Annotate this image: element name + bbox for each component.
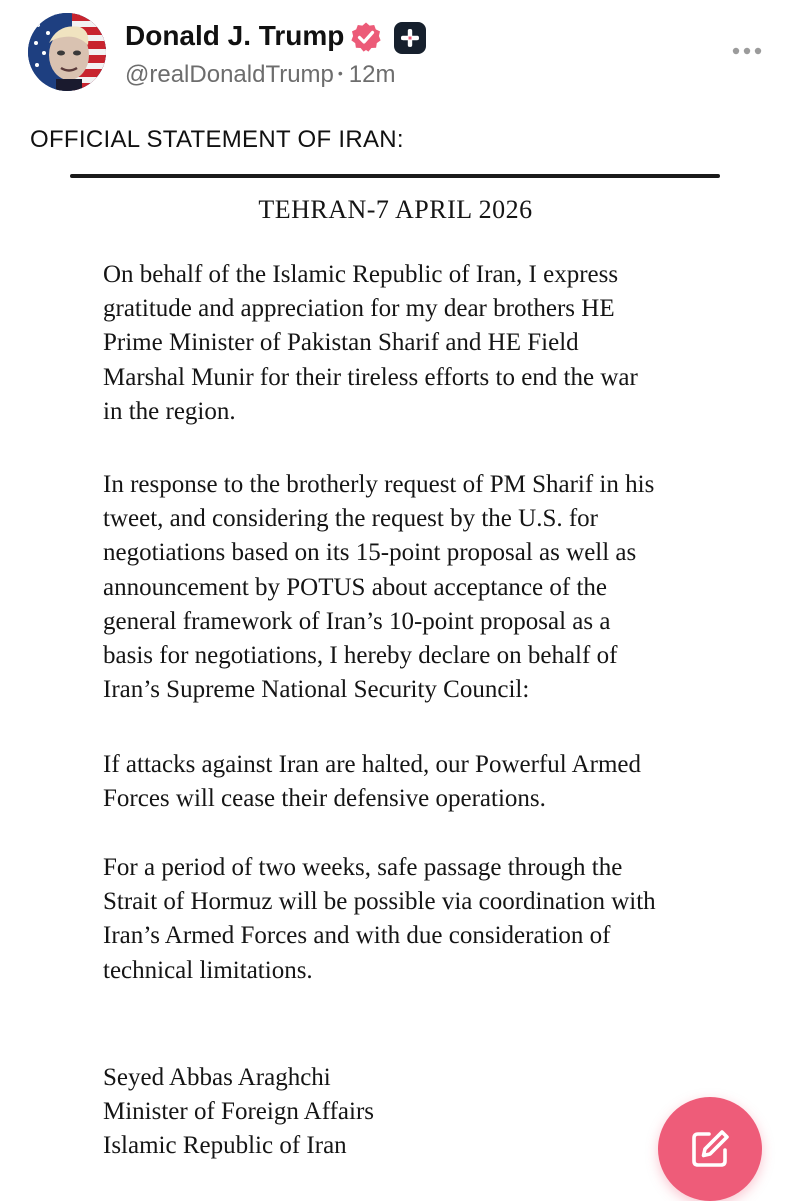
statement-line: basis for negotiations, I hereby declare on behalf of: [103, 642, 618, 670]
compose-button[interactable]: [658, 1097, 762, 1201]
statement-paragraph: [103, 748, 753, 816]
statement-line: in the region.: [103, 397, 236, 425]
statement-paragraph: [103, 468, 753, 707]
avatar[interactable]: [28, 13, 106, 91]
statement-paragraph: [103, 258, 753, 429]
avatar-image: [28, 13, 106, 91]
post-text: OFFICIAL STATEMENT OF IRAN:: [30, 126, 404, 153]
statement-image[interactable]: [0, 168, 791, 1199]
post-timestamp[interactable]: 12m: [348, 61, 396, 88]
more-options-icon[interactable]: [727, 38, 767, 68]
signature-title: Minister of Foreign Affairs: [103, 1098, 375, 1126]
verified-badge-icon: [350, 21, 382, 53]
statement-line: negotiations based on its 15-point proposal as well as: [103, 539, 637, 567]
statement-line: If attacks against Iran are halted, our Powerful Armed: [103, 751, 641, 778]
statement-line: In response to the brotherly request of PM Sharif in his: [103, 471, 655, 498]
statement-line: general framework of Iran’s 10-point proposal as a: [103, 607, 611, 635]
post-header: [0, 0, 791, 110]
plus-icon: [394, 22, 426, 54]
separator-dot: •: [337, 64, 343, 81]
statement-line: Prime Minister of Pakistan Sharif and HE Field: [103, 329, 579, 357]
statement-signature: [103, 1061, 753, 1164]
compose-icon: [687, 1126, 733, 1172]
statement-line: tweet, and considering the request by the U.S. for: [103, 505, 599, 533]
signature-name: Seyed Abbas Araghchi: [103, 1064, 331, 1091]
statement-paragraph: [103, 851, 753, 988]
statement-line: announcement by POTUS about acceptance of the: [103, 573, 607, 601]
handle-line: [125, 61, 395, 89]
statement-date-line: TEHRAN-7 APRIL 2026: [258, 195, 533, 224]
author-name[interactable]: Donald J. Trump: [125, 20, 345, 51]
statement-line: Marshal Munir for their tireless efforts to end the war: [103, 363, 638, 391]
author-handle[interactable]: @realDonaldTrump: [125, 61, 334, 88]
statement-line: Iran’s Armed Forces and with due consideration of: [103, 922, 611, 950]
signature-organization: Islamic Republic of Iran: [103, 1132, 347, 1160]
statement-line: technical limitations.: [103, 956, 313, 984]
statement-line: Strait of Hormuz will be possible via coordination with: [103, 888, 656, 916]
document-top-rule: [70, 174, 720, 178]
statement-line: For a period of two weeks, safe passage through the: [103, 854, 623, 881]
statement-line: Forces will cease their defensive operations.: [103, 785, 546, 813]
statement-line: gratitude and appreciation for my dear brothers HE: [103, 295, 615, 323]
statement-line: Iran’s Supreme National Security Council:: [103, 676, 530, 704]
statement-line: On behalf of the Islamic Republic of Iran, I express: [103, 261, 619, 288]
